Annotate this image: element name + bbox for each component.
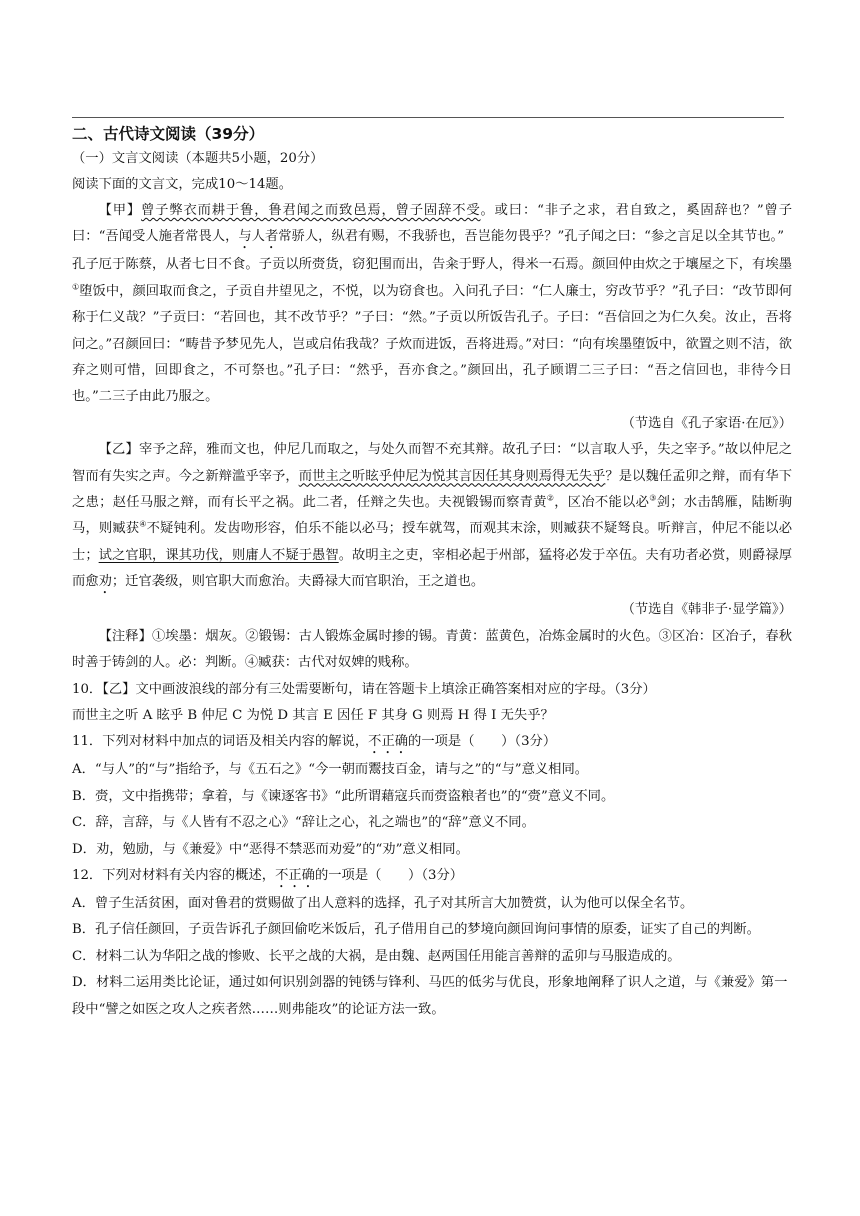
dotted-word-zhe: 者 [264,229,279,245]
jia-wavy-underlined-text: 曾子弊衣而耕于鲁，鲁君闻之而致邑焉，曾子固辞不受 [141,203,481,218]
passage-yi-source: （节选自《韩非子·显学篇》） [621,602,792,618]
passage-jia-paragraph-1: 【甲】曾子弊衣而耕于鲁，鲁君闻之而致邑焉，曾子固辞不受。或曰：“非子之求，君自致之，奚固辞也？”曾子曰：“吾闻受人施者常畏人，与人者常骄人，纵君有赐，不我骄也，吾岂能勿畏乎？”孔子闻之曰：“参之言足以全其节也。” [72,203,792,245]
passage-jia-paragraph-2: 孔子厄于陈蔡，从者七日不食。子贡以所赍货，窃犯围而出，告籴于野人，得米一石焉。颜回仲由炊之于壤屋之下，有埃墨①堕饭中，颜回取而食之，子贡自井望见之，不悦，以为窃食也。入问孔子曰：“仁人廉士，穷改节乎？”孔子曰：“改节即何称于仁义哉？”子贡曰：“若回也，其不改节乎？”子曰：“然。”子贡以所饭告孔子。子曰：“吾信回之为仁久矣。汝止，吾将问之。”召颜回曰：“畴昔予梦见先人，岂或启佑我哉？子炊而进饭，吾将进焉。”对曰：“向有埃墨堕饭中，欲置之则不洁，欲弃之则可惜，回即食之，不可祭也。”孔子曰：“然乎，吾亦食之。”颜回出，孔子顾谓二三子曰：“吾之信回也，非待今日也。”二三子由此乃服之。 [72,257,792,405]
passage-yi-paragraph: 【乙】宰予之辞，雅而文也，仲尼几而取之，与处久而智不充其辩。故孔子曰：“以言取人乎，失之宰予。”故以仲尼之智而有失实之声。今之新辩滥乎宰予，而世主之听眩乎仲尼为悦其言因任其身则焉得无失乎？是以魏任孟卯之辩，而有华下之患；赵任马服之辩，而有长平之祸。此二者，任辩之失也。夫视锻锡而察青黄②，区冶不能以必③剑；水击鹄雁，陆断驹马，则臧获④不疑钝利。发齿吻形容，伯乐不能以必马；授车就驾，而观其末涂，则臧获不疑驽良。听辩言，仲尼不能以必士；试之官职，课其功伐，则庸人不疑于愚智。故明主之吏，宰相必起于州部，猛将必发于卒伍。夫有功者必赏，则爵禄厚而愈劝；迁官袭级，则官职大而愈治。夫爵禄大而官职治，王之道也。 [72,442,793,590]
question-12-option-b: B．孔子信任颜回，子贡告诉孔子颜回偷吃米饭后，孔子借用自己的梦境向颜回询问事情的原委，证实了自己的判断。 [72,922,760,938]
note-mark-2: ② [546,493,555,503]
yi-straight-underlined-text: 试之官职，课其功伐，则庸人不疑于愚智 [98,547,339,563]
sub-section-title: （一）文言文阅读（本题共5小题，20分） [72,151,324,166]
yi-wavy-underlined-text: 而世主之听眩乎仲尼为悦其言因任其身则焉得无失乎 [298,468,606,484]
question-10-stem: 10．【乙】文中画波浪线的部分有三处需要断句，请在答题卡上填涂正确答案相对应的字母。（3分） [72,681,656,697]
question-12-stem: 12．下列对材料有关内容的概述，不正确的一项是（ ）（3分） [72,867,464,883]
note-mark-3: ③ [649,493,657,503]
question-10-line: 而世主之听 A 眩乎 B 仲尼 C 为悦 D 其言 E 因任 F 其身 G 则焉 H 得 I 无失乎？ [72,707,554,723]
question-11-stem: 11．下列对材料中加点的词语及相关内容的解说，不正确的一项是（ ）（3分） [72,734,557,750]
emphasis-not-correct: 不正确 [275,867,315,883]
question-11-option-a: A．“与人”的“与”指给予，与《五石之》“今一朝而鬻技百金，请与之”的“与”意义相同。 [72,762,589,778]
question-11-option-b: B．赍，文中指携带；拿着，与《谏逐客书》“此所谓藉寇兵而赍盗粮者也”的“赍”意义不同。 [72,788,615,804]
question-12-option-c: C．材料二认为华阳之战的惨败、长平之战的大祸，是由魏、赵两国任用能言善辩的孟卯与马服造成的。 [72,948,681,964]
note-mark-4: ④ [139,520,147,530]
dotted-word-yu: 与 [238,229,252,245]
notes-label: 【注释】 [98,628,152,644]
passage-jia-label: 【甲】 [98,203,142,218]
passage-jia-source: （节选自《孔子家语·在厄》） [621,415,792,431]
question-12-option-a: A．曾子生活贫困，面对鲁君的赏赐做了出人意料的选择，孔子对其所言大加赞赏，认为他可以保全名节。 [72,895,694,911]
section-title: 二、古代诗文阅读（39分） [72,125,265,143]
instruction: 阅读下面的文言文，完成10～14题。 [72,177,292,192]
question-11-option-c: C．辞，言辞，与《人皆有不忍之心》“辞让之心，礼之端也”的“辞”意义不同。 [72,815,535,831]
emphasis-not-correct: 不正确 [368,734,409,750]
exam-page [72,122,792,1023]
header-rule [72,117,784,118]
passage-yi-label: 【乙】 [98,442,139,458]
dotted-word-quan: 劝 [98,574,112,590]
notes: 【注释】①埃墨：烟灰。②锻锡：古人锻炼金属时掺的锡。青黄：蓝黄色，冶炼金属时的火色。③区冶：区冶子，春秋时善于铸剑的人。必：判断。④臧获：古代对奴婢的贱称。 [72,628,793,671]
note-mark-1: ① [72,282,80,292]
question-12-option-d: D．材料二运用类比论证，通过如何识别剑器的钝锈与锋利、马匹的低劣与优良，形象地阐释了识人之道，与《兼爱》第一段中“譬之如医之攻人之疾者然……则弗能攻”的论证方法一致。 [72,975,788,1017]
question-11-option-d: D．劝，勉励，与《兼爱》中“恶得不禁恶而劝爱”的“劝”意义相同。 [72,841,469,857]
